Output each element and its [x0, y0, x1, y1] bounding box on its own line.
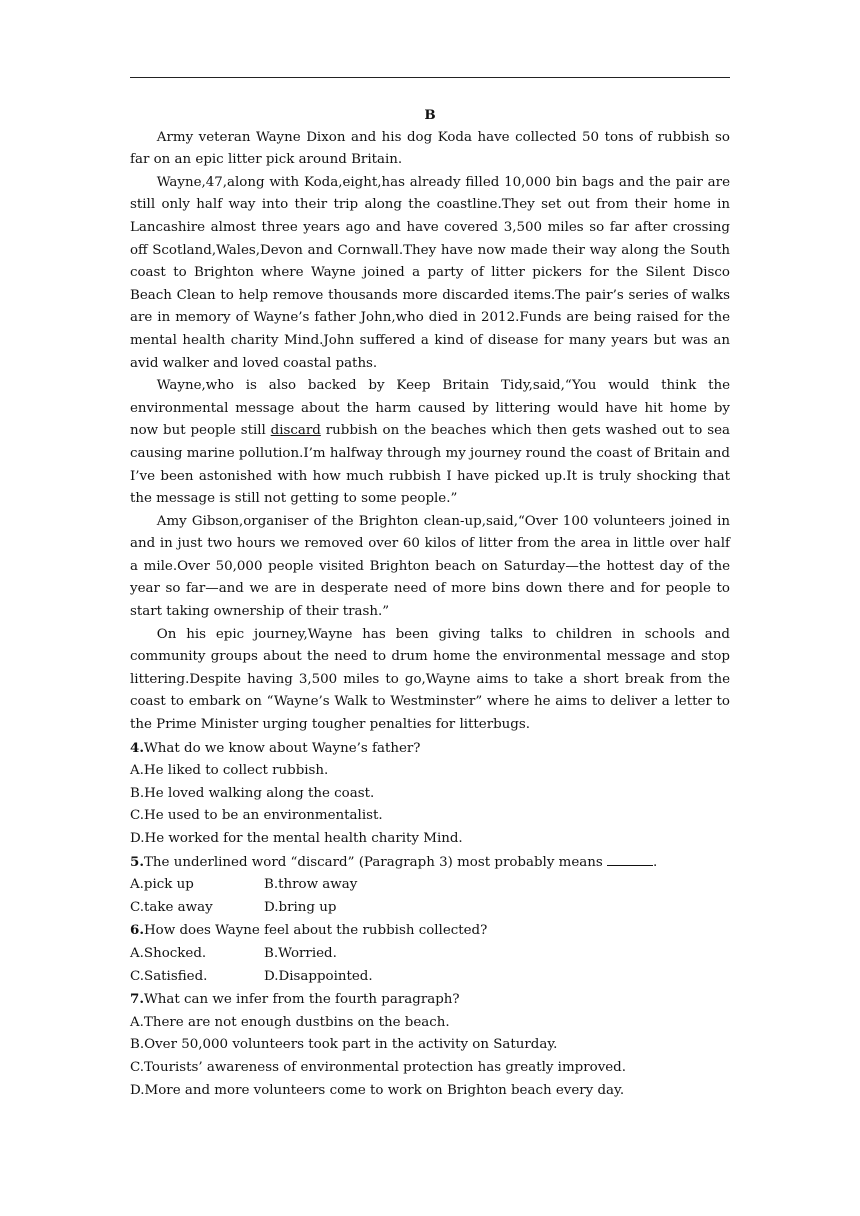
- option-c: C.Tourists’ awareness of environmental protection has greatly improved.: [130, 1059, 627, 1075]
- paragraph-2: Wayne,47,along with Koda,eight,has already filled 10,000 bin bags and the pair are still only half way into their trip along the coastline.They set out from their home in Lancashire almost three years ago and have covered 3,500 miles so far after crossing off Scotland,Wales,Devon and Cornwall.They have now made their way along the South coast to Brighton where Wayne joined a party of litter pickers for the Silent Disco Beach Clean to help remove thousands more discarded items.The pair’s series of walks are in memory of Wayne’s father John,who died in 2012.Funds are being raised for the mental health charity Mind.John suffered a kind of disease for many years but was an avid walker and loved coastal paths.: [130, 174, 730, 371]
- option-d: D.He worked for the mental health charity Mind.: [130, 831, 463, 846]
- answer-blank: [607, 851, 653, 866]
- option-a: A.He liked to collect rubbish.: [130, 763, 329, 779]
- underlined-word: discard: [270, 423, 321, 439]
- reading-passage: [130, 104, 730, 1102]
- options-row-1: [130, 943, 730, 966]
- option-a: A.Shocked.: [130, 945, 207, 961]
- option-d: D.Disappointed.: [264, 968, 373, 984]
- option-a: A.pick up: [130, 877, 194, 893]
- question-4: [130, 737, 730, 761]
- option-c: C.Satisfied.: [130, 968, 208, 984]
- options-row-1: [130, 874, 730, 897]
- question-text: What can we infer from the fourth paragraph?: [143, 992, 460, 1008]
- paragraph-3-start: Wayne,who is also backed by Keep Britain Tidy,said,“You would think the environmental message about the harm caused by littering would have hit home by now but people still: [130, 378, 730, 439]
- paragraph-1: Army veteran Wayne Dixon and his dog Koda have collected 50 tons of rubbish so far on an epic litter pick around Britain.: [130, 129, 730, 168]
- paragraph-3: [130, 375, 730, 511]
- option-d: D.More and more volunteers come to work on Brighton beach every day.: [130, 1082, 625, 1098]
- question-number: 5.: [130, 853, 144, 870]
- paragraph-4: Amy Gibson,organiser of the Brighton clean-up,said,“Over 100 volunteers joined in and in just two hours we removed over 60 kilos of litter from the area in little over half a mile.Over 50,000 people visited Brighton beach on Saturday—the hottest day of the year so far—and we are in desperate need of more bins down there and for people to start taking ownership of their trash.”: [130, 513, 730, 620]
- question-number: 4.: [130, 739, 144, 756]
- question-6: [130, 919, 730, 943]
- option-c: C.take away: [130, 899, 213, 915]
- option-b: B.throw away: [264, 877, 358, 893]
- question-text: The underlined word “discard” (Paragraph 3) most probably means: [143, 854, 607, 870]
- question-number: 6.: [130, 922, 144, 939]
- paragraph-5: On his epic journey,Wayne has been giving talks to children in schools and community groups about the need to drum home the environmental message and stop littering.Despite having 3,500 miles to go,Wayne aims to take a short break from the coast to embark on “Wayne’s Walk to Westminster” where he aims to deliver a letter to the Prime Minister urging tougher penalties for litterbugs.: [130, 626, 730, 733]
- option-b: B.Over 50,000 volunteers took part in the activity on Saturday.: [130, 1037, 558, 1053]
- option-b: B.Worried.: [264, 945, 337, 961]
- question-7: [130, 988, 730, 1012]
- option-d: D.bring up: [264, 899, 337, 915]
- question-5: [130, 851, 730, 875]
- question-number: 7.: [130, 991, 144, 1008]
- options-row-2: [130, 897, 730, 920]
- question-text: What do we know about Wayne’s father?: [143, 740, 421, 756]
- option-b: B.He loved walking along the coast.: [130, 785, 375, 801]
- section-title: B: [424, 107, 436, 123]
- paragraph-3-end: rubbish on the beaches which then gets washed out to sea causing marine pollution.I’m halfway through my journey round the coast of Britain and I’ve been astonished with how much rubbish I have picked up.It is truly shocking that the message is still not getting to some people.”: [130, 423, 730, 507]
- option-c: C.He used to be an environmentalist.: [130, 808, 383, 824]
- question-text: How does Wayne feel about the rubbish collected?: [143, 923, 488, 939]
- options-row-2: [130, 966, 730, 989]
- question-text-end: .: [653, 854, 658, 870]
- header-rule: [130, 77, 730, 78]
- option-a: A.There are not enough dustbins on the beach.: [130, 1014, 450, 1030]
